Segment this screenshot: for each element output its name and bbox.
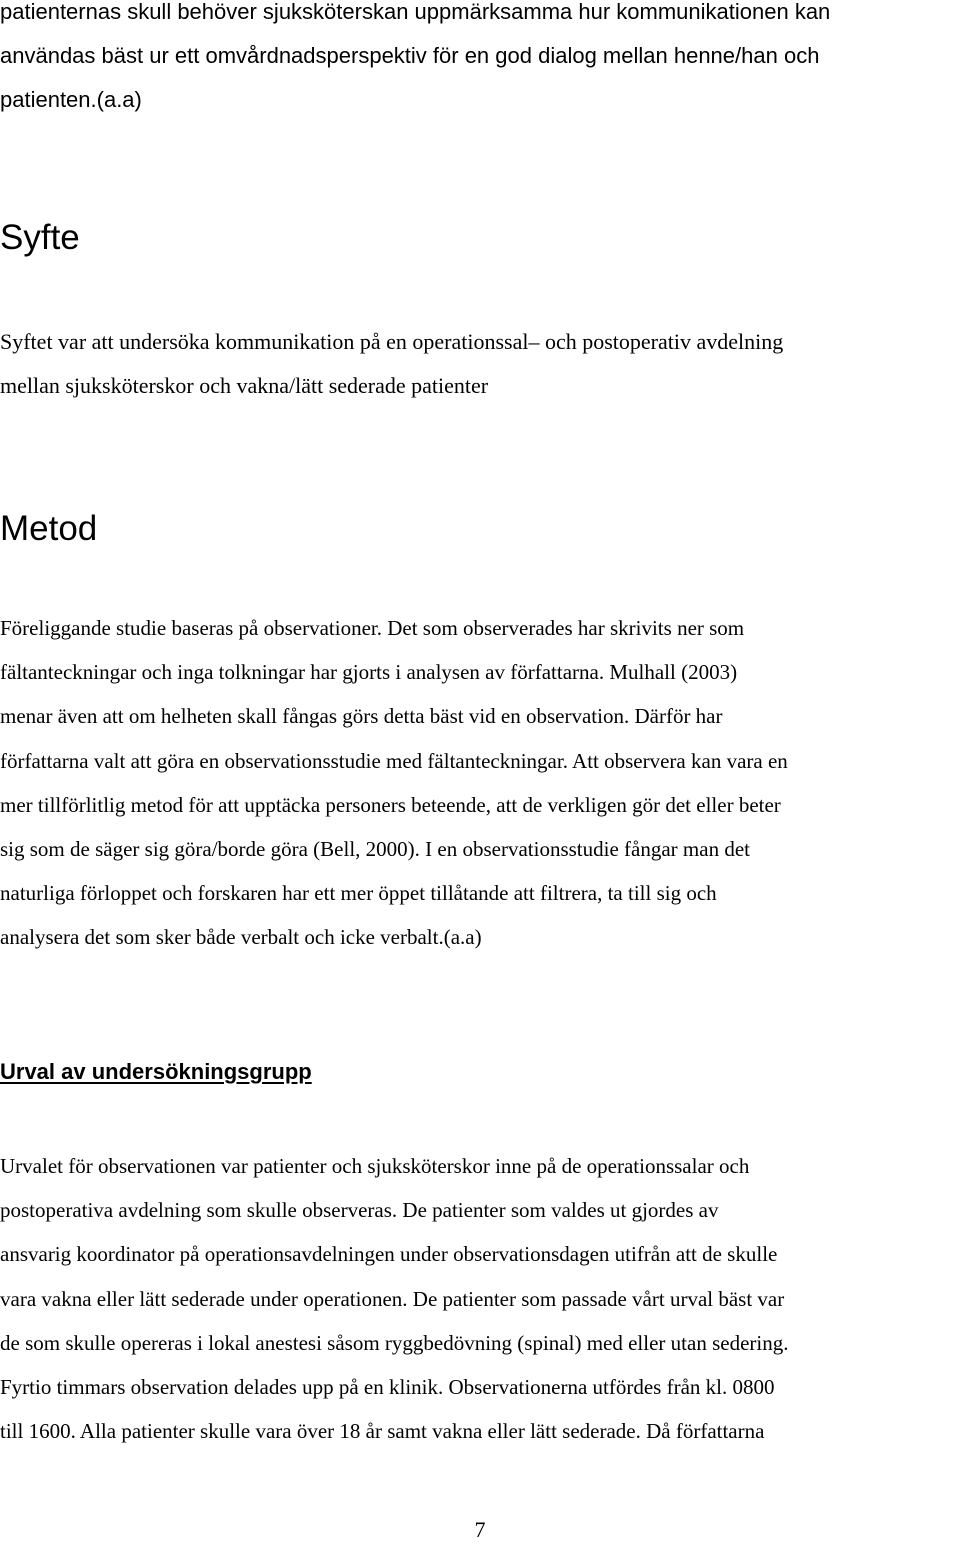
text-line: naturliga förloppet och forskaren har ett mer öppet tillåtande att filtrera, ta till sig och [0,881,717,906]
text-line: till 1600. Alla patienter skulle vara över 18 år samt vakna eller lätt sederade. Då författarna [0,1419,765,1444]
section-heading-metod: Metod [0,509,98,548]
text-line: användas bäst ur ett omvårdnadsperspektiv för en god dialog mellan henne/han och [0,43,820,68]
page-number: 7 [474,1517,486,1542]
text-line: patienternas skull behöver sjuksköterskan uppmärksamma hur kommunikationen kan [0,0,831,24]
text-line: vara vakna eller lätt sederade under operationen. De patienter som passade vårt urval bäst var [0,1286,785,1311]
text-line: patienten.(a.a) [0,87,142,112]
text-line: fältanteckningar och inga tolkningar har gjorts i analysen av författarna. Mulhall (2003) [0,660,738,685]
text-line: analysera det som sker både verbalt och icke verbalt.(a.a) [0,925,482,950]
text-line: Urvalet för observationen var patienter och sjuksköterskor inne på de operationssalar och [0,1154,750,1178]
text-line: mer tillförlitlig metod för att upptäcka personers beteende, att de verkligen gör det eller beter [0,792,781,817]
syfte-paragraph [0,320,960,408]
text-line: Föreliggande studie baseras på observationer. Det som observerades har skrivits ner som [0,616,745,640]
text-line: Fyrtio timmars observation delades upp på en klinik. Observationerna utfördes från kl. 0800 [0,1375,775,1400]
text-line: sig som de säger sig göra/borde göra (Bell, 2000). I en observationsstudie fångar man det [0,837,750,862]
text-line: ansvarig koordinator på operationsavdelningen under observationsdagen utifrån att de skulle [0,1242,778,1267]
text-line: de som skulle opereras i lokal anestesi såsom ryggbedövning (spinal) med eller utan sedering. [0,1330,789,1355]
section-heading-urval: Urval av undersökningsgrupp [0,1059,312,1084]
intro-paragraph [0,0,960,122]
text-line: Syftet var att undersöka kommunikation på en operationssal– och postoperativ avdelning [0,329,784,354]
text-line: författarna valt att göra en observationsstudie med fältanteckningar. Att observera kan vara en [0,748,788,773]
text-line: mellan sjuksköterskor och vakna/lätt sederade patienter [0,373,489,398]
metod-paragraph [0,606,960,960]
text-line: menar även att om helheten skall fångas görs detta bäst vid en observation. Därför har [0,704,723,729]
section-heading-syfte: Syfte [0,218,80,257]
urval-paragraph [0,1144,960,1453]
text-line: postoperativa avdelning som skulle observeras. De patienter som valdes ut gjordes av [0,1198,719,1223]
